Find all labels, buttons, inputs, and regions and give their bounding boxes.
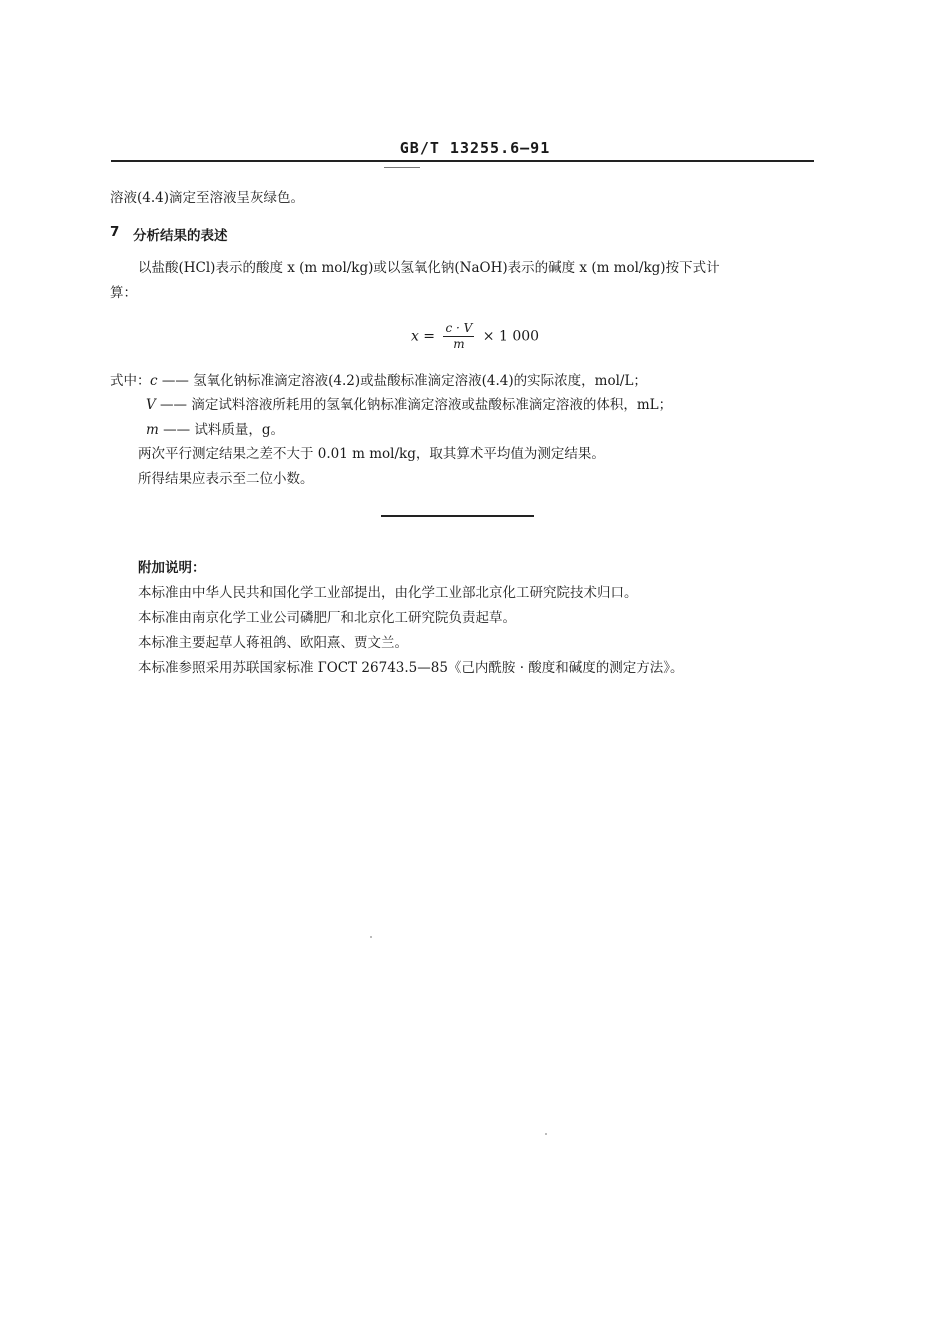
section-divider bbox=[381, 515, 534, 517]
paragraph-2: 两次平行测定结果之差不大于 0.01 m mol/kg，取其算术平均值为测定结果。 bbox=[138, 446, 605, 462]
formula-fraction bbox=[443, 321, 474, 352]
appendix-line-2: 本标准由南京化学工业公司磷肥厂和北京化工研究院负责起草。 bbox=[138, 610, 516, 626]
definition-symbol: c bbox=[150, 373, 158, 389]
definition-symbol: m bbox=[146, 422, 159, 438]
standard-code-header: GB/T 13255.6—91 bbox=[399, 139, 551, 157]
scan-speck bbox=[370, 936, 372, 938]
definition-dash: —— bbox=[161, 373, 189, 389]
definition-item-c bbox=[150, 369, 647, 389]
header-rule bbox=[111, 160, 814, 162]
section-title: 分析结果的表述 bbox=[133, 228, 228, 244]
definition-dash: —— bbox=[160, 397, 188, 413]
formula-rhs: × 1 000 bbox=[482, 328, 540, 345]
scan-speck bbox=[545, 1133, 547, 1135]
appendix-line-3: 本标准主要起草人蒋祖鸽、欧阳熹、贾文兰。 bbox=[138, 635, 408, 651]
definitions-prefix: 式中： bbox=[110, 373, 151, 389]
paragraph-1a: 以盐酸(HCl)表示的酸度 x (m mol/kg)或以氢氧化钠(NaOH)表示的碱度 x (m mol/kg)按下式计 bbox=[138, 260, 720, 276]
definition-text: 氢氧化钠标准滴定溶液(4.2)或盐酸标准滴定溶液(4.4)的实际浓度，mol/L； bbox=[193, 373, 647, 389]
body-line-1: 溶液(4.4)滴定至溶液呈灰绿色。 bbox=[110, 190, 305, 206]
appendix-line-4: 本标准参照采用苏联国家标准 ГОСТ 26743.5—85《己内酰胺 · 酸度和碱度的测定方法》。 bbox=[138, 660, 684, 676]
definition-item-m bbox=[146, 418, 284, 438]
formula-denominator: m bbox=[453, 337, 465, 351]
paragraph-1b: 算： bbox=[110, 285, 137, 301]
definition-dash: —— bbox=[163, 422, 191, 438]
definition-text: 滴定试料溶液所耗用的氢氧化钠标准滴定溶液或盐酸标准滴定溶液的体积，mL； bbox=[191, 397, 673, 413]
formula bbox=[0, 321, 950, 352]
paragraph-3: 所得结果应表示至二位小数。 bbox=[138, 471, 314, 487]
section-number: 7 bbox=[110, 224, 120, 240]
definition-symbol: V bbox=[146, 397, 156, 413]
definition-text: 试料质量，g。 bbox=[194, 422, 285, 438]
appendix-title: 附加说明： bbox=[138, 560, 206, 576]
header-underline-mark bbox=[384, 167, 420, 168]
definition-item-v bbox=[146, 393, 672, 413]
formula-numerator: c · V bbox=[445, 321, 473, 335]
formula-lhs: x = bbox=[410, 328, 436, 345]
appendix-line-1: 本标准由中华人民共和国化学工业部提出，由化学工业部北京化工研究院技术归口。 bbox=[138, 585, 638, 601]
